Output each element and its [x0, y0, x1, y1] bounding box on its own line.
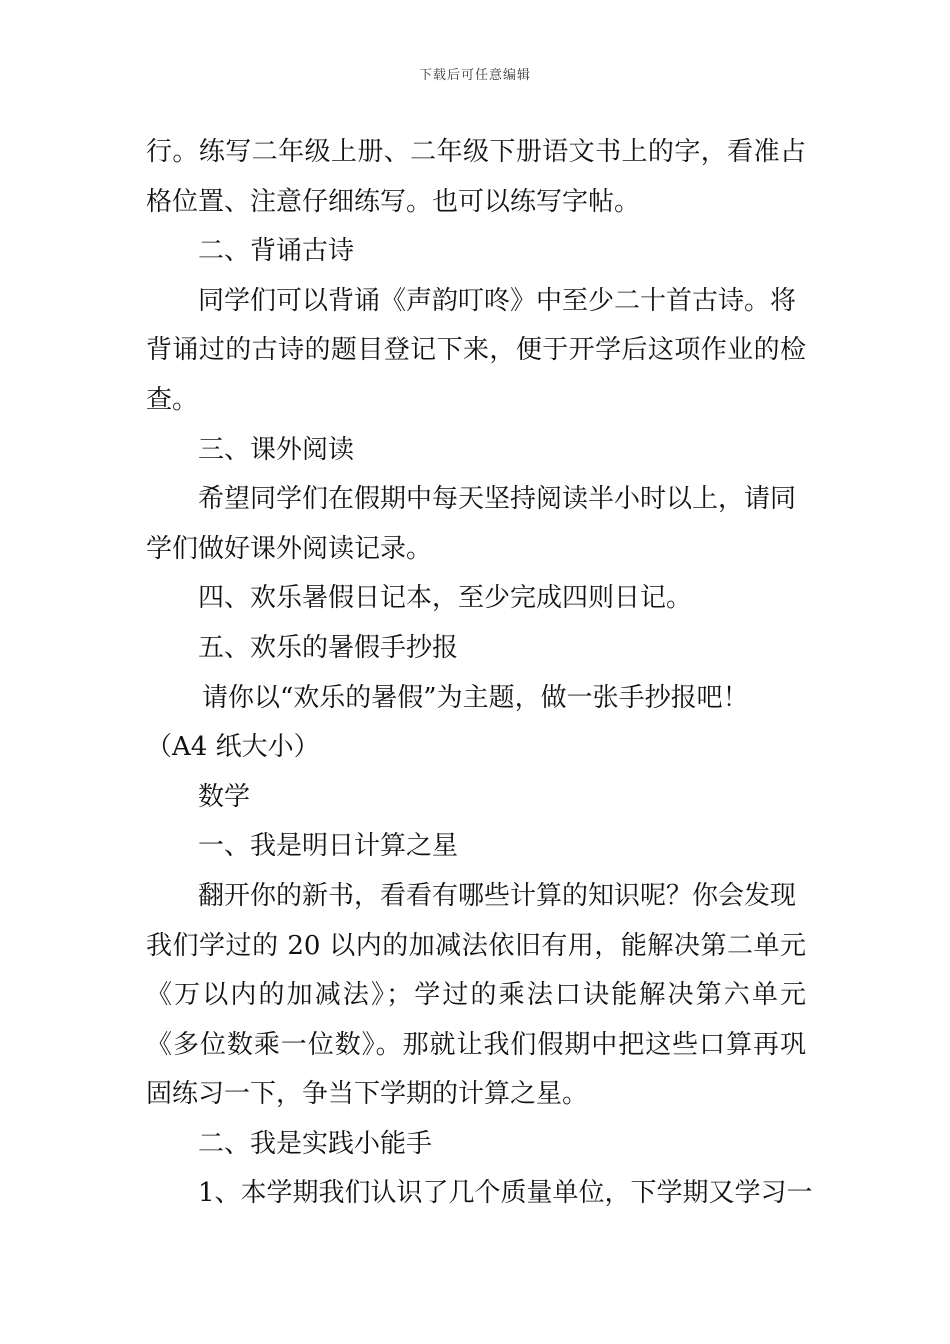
section-heading: 四、欢乐暑假日记本，至少完成四则日记。 — [198, 583, 693, 614]
paragraph-line: 行。练写二年级上册、二年级下册语文书上的字，看准占 — [146, 137, 806, 167]
paragraph-line: 学们做好课外阅读记录。 — [146, 533, 433, 564]
section-heading: 一、我是明日计算之星 — [198, 831, 459, 862]
section-heading: 五、欢乐的暑假手抄报 — [198, 632, 459, 663]
paragraph-line: 同学们可以背诵《声韵叮咚》中至少二十首古诗。将 — [198, 285, 797, 316]
paragraph-line: 格位置、注意仔细练写。也可以练写字帖。 — [146, 186, 641, 217]
paragraph-line: 翻开你的新书，看看有哪些计算的知识呢？你会发现 — [198, 880, 797, 911]
paragraph-line: 1、本学期我们认识了几个质量单位，下学期又学习一 — [198, 1178, 813, 1209]
paragraph-line: （A4 纸大小） — [146, 732, 320, 763]
section-heading: 三、课外阅读 — [198, 434, 355, 465]
paragraph-line: 《万以内的加减法》；学过的乘法口诀能解决第六单元 — [146, 980, 806, 1011]
subject-heading: 数学 — [198, 781, 251, 812]
paragraph-line: 《多位数乘一位数》。那就让我们假期中把这些口算再巩 — [146, 1029, 806, 1060]
paragraph-line: 固练习一下，争当下学期的计算之星。 — [146, 1079, 589, 1110]
paragraph-line: 我们学过的 20 以内的加减法依旧有用，能解决第二单元 — [146, 930, 806, 961]
page-header: 下载后可任意编辑 — [418, 68, 531, 83]
document-body — [146, 128, 813, 1219]
section-heading: 二、背诵古诗 — [198, 236, 355, 267]
paragraph-line: 背诵过的古诗的题目登记下来，便于开学后这项作业的检 — [146, 335, 806, 366]
paragraph-line: 请你以“欢乐的暑假”为主题，做一张手抄报吧！ — [202, 682, 749, 713]
paragraph-line: 查。 — [146, 384, 199, 415]
paragraph-line: 希望同学们在假期中每天坚持阅读半小时以上，请同 — [198, 484, 797, 515]
section-heading: 二、我是实践小能手 — [198, 1128, 433, 1159]
